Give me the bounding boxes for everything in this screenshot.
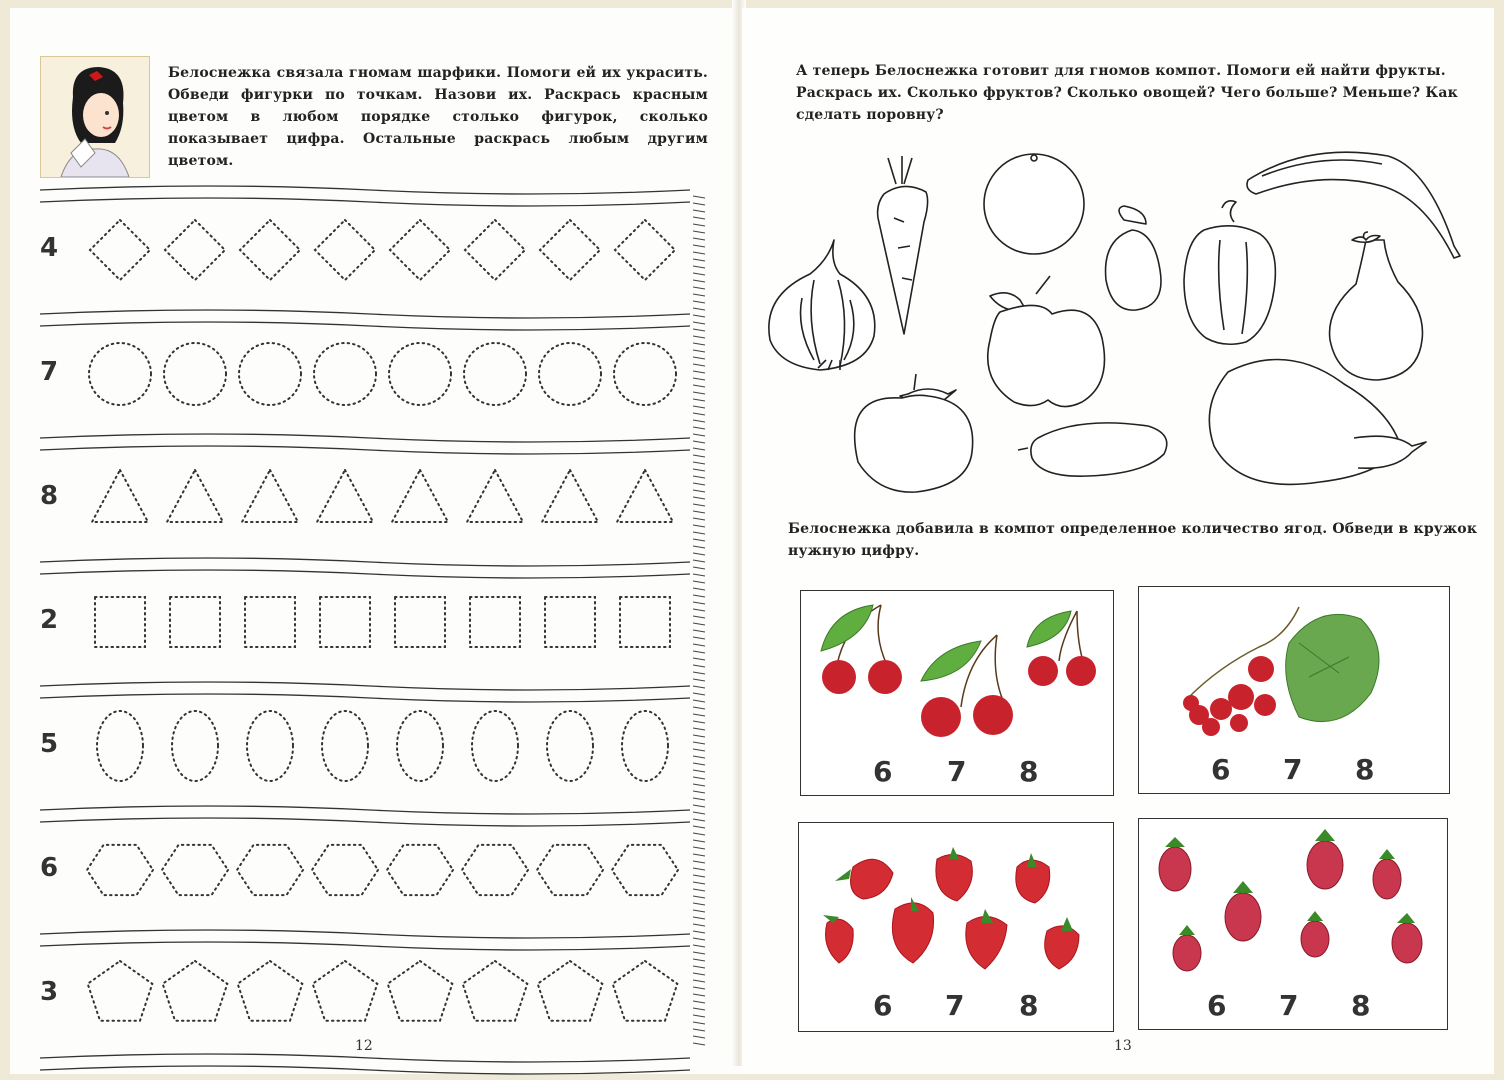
redcurrant-icon: [1139, 587, 1449, 737]
dotted-square[interactable]: [320, 597, 370, 647]
dotted-rhombus[interactable]: [540, 220, 600, 280]
dotted-hexagon[interactable]: [87, 845, 153, 895]
berry-box-raspberries: [1138, 818, 1448, 1030]
dotted-triangle[interactable]: [242, 470, 298, 522]
dotted-rhombus[interactable]: [315, 220, 375, 280]
row-number: 5: [40, 729, 59, 759]
pepper-icon: [1184, 201, 1275, 344]
dotted-rhombus[interactable]: [165, 220, 225, 280]
left-instruction: Белоснежка связала гномам шарфики. Помоги ей их украсить. Обведи фигурки по точкам. Назови их. Раскрась красным цветом в любом порядке столько фигурок, сколько показывает цифра. Остальные раскрась любым другим цветом.: [168, 65, 708, 169]
dotted-triangle[interactable]: [167, 470, 223, 522]
dotted-hexagon[interactable]: [312, 845, 378, 895]
dotted-pentagon[interactable]: [538, 961, 603, 1021]
banana-icon: [1247, 152, 1460, 258]
dotted-hexagon[interactable]: [162, 845, 228, 895]
pear-icon: [1330, 232, 1423, 380]
left-page: [10, 8, 742, 1074]
option-6[interactable]: 6: [873, 989, 893, 1022]
dotted-pentagon[interactable]: [163, 961, 228, 1021]
option-8[interactable]: 8: [1019, 755, 1039, 788]
dotted-triangle[interactable]: [392, 470, 448, 522]
dotted-triangle[interactable]: [467, 470, 523, 522]
page-number-right: 13: [1114, 1038, 1132, 1054]
dotted-oval[interactable]: [322, 711, 368, 781]
option-7[interactable]: 7: [1283, 753, 1303, 786]
dotted-square[interactable]: [620, 597, 670, 647]
dotted-square[interactable]: [395, 597, 445, 647]
dotted-square[interactable]: [545, 597, 595, 647]
plum-icon: [1106, 206, 1161, 310]
option-7[interactable]: 7: [947, 755, 967, 788]
row-number: 3: [40, 977, 59, 1007]
berry-box-cherries: [800, 590, 1114, 796]
row-number: 4: [40, 233, 59, 263]
dotted-rhombus[interactable]: [90, 220, 150, 280]
onion-icon: [769, 240, 875, 370]
strawberry-icon: [799, 823, 1113, 979]
page-number-left: 12: [355, 1038, 373, 1054]
option-8[interactable]: 8: [1019, 989, 1039, 1022]
dotted-square[interactable]: [245, 597, 295, 647]
option-8[interactable]: 8: [1351, 989, 1371, 1022]
tomato-icon: [855, 374, 973, 492]
cherry-icon: [801, 591, 1113, 741]
dotted-pentagon[interactable]: [238, 961, 303, 1021]
dotted-circle[interactable]: [614, 343, 676, 405]
dotted-circle[interactable]: [89, 343, 151, 405]
raspberry-icon: [1139, 819, 1447, 979]
dotted-triangle[interactable]: [617, 470, 673, 522]
dotted-circle[interactable]: [314, 343, 376, 405]
dotted-pentagon[interactable]: [313, 961, 378, 1021]
dotted-rhombus[interactable]: [390, 220, 450, 280]
dotted-rhombus[interactable]: [615, 220, 675, 280]
dotted-circle[interactable]: [164, 343, 226, 405]
right-instruction-top: А теперь Белоснежка готовит для гномов компот. Помоги ей найти фрукты. Раскрась их. Сколько фруктов? Сколько овощей? Чего больше? Меньше? Как сделать поровну?: [796, 63, 1458, 123]
dotted-triangle[interactable]: [542, 470, 598, 522]
option-6[interactable]: 6: [1207, 989, 1227, 1022]
dotted-pentagon[interactable]: [613, 961, 678, 1021]
orange-icon: [984, 154, 1084, 254]
dotted-pentagon[interactable]: [388, 961, 453, 1021]
row-number: 2: [40, 605, 59, 635]
dotted-oval[interactable]: [472, 711, 518, 781]
berry-box-currants: [1138, 586, 1450, 794]
dotted-hexagon[interactable]: [612, 845, 678, 895]
apple-icon: [988, 276, 1105, 407]
dotted-square[interactable]: [95, 597, 145, 647]
dotted-hexagon[interactable]: [237, 845, 303, 895]
option-7[interactable]: 7: [1279, 989, 1299, 1022]
dotted-pentagon[interactable]: [463, 961, 528, 1021]
carrot-icon: [878, 156, 928, 334]
dotted-oval[interactable]: [172, 711, 218, 781]
option-6[interactable]: 6: [1211, 753, 1231, 786]
dotted-circle[interactable]: [239, 343, 301, 405]
option-7[interactable]: 7: [945, 989, 965, 1022]
dotted-square[interactable]: [470, 597, 520, 647]
dotted-hexagon[interactable]: [537, 845, 603, 895]
dotted-triangle[interactable]: [92, 470, 148, 522]
dotted-square[interactable]: [170, 597, 220, 647]
dotted-pentagon[interactable]: [88, 961, 153, 1021]
dotted-circle[interactable]: [389, 343, 451, 405]
dotted-oval[interactable]: [547, 711, 593, 781]
dotted-circle[interactable]: [539, 343, 601, 405]
dotted-oval[interactable]: [622, 711, 668, 781]
dotted-rhombus[interactable]: [240, 220, 300, 280]
dotted-hexagon[interactable]: [387, 845, 453, 895]
eggplant-icon: [1209, 360, 1426, 485]
right-instruction-bottom: Белоснежка добавила в компот определенное количество ягод. Обведи в кружок нужную цифру.: [788, 521, 1478, 559]
dotted-triangle[interactable]: [317, 470, 373, 522]
option-6[interactable]: 6: [873, 755, 893, 788]
dotted-hexagon[interactable]: [462, 845, 528, 895]
scarf-lines: [10, 8, 742, 1074]
dotted-oval[interactable]: [97, 711, 143, 781]
row-number: 8: [40, 481, 59, 511]
row-number: 7: [40, 357, 59, 387]
dotted-rhombus[interactable]: [465, 220, 525, 280]
row-number: 6: [40, 853, 59, 883]
dotted-oval[interactable]: [247, 711, 293, 781]
cucumber-icon: [1018, 423, 1167, 476]
option-8[interactable]: 8: [1355, 753, 1375, 786]
dotted-oval[interactable]: [397, 711, 443, 781]
right-page: [742, 8, 1494, 1074]
dotted-circle[interactable]: [464, 343, 526, 405]
berry-box-strawberries: [798, 822, 1114, 1032]
